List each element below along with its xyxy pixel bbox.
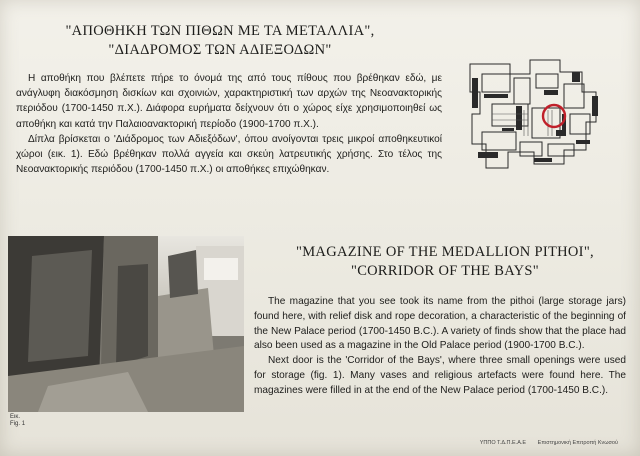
figure-number: 1 xyxy=(21,421,26,427)
greek-title-line-1: "ΑΠΟΘΗΚΗ ΤΩΝ ΠΙΘΩΝ ΜΕ ΤΑ ΜΕΤΑΛΛΙΑ", xyxy=(65,23,375,39)
english-text xyxy=(254,295,626,399)
greek-paragraph-2: Δίπλα βρίσκεται ο 'Διάδρομος των Αδιεξόδων', όπου ανοίγονται τρεις μικροί αποθηκευτικοί χώροι (εικ. 1). Εδώ βρέθηκαν πολλά αγγεία και σκεύη λατρευτικής χρήσης. Στο τέλος της Νεοανακτορικής περιόδου (1700-1450 π.Χ.) οι αποθήκες επιχώθηκαν. xyxy=(16,133,442,176)
greek-text xyxy=(16,71,442,177)
greek-paragraph-1: Η αποθήκη που βλέπετε πήρε το όνομά της από τους πίθους που βρέθηκαν εδώ, με ανάγλυφη διακόσμηση δισκίων και σχοινιών, χαρακτηριστική των αρχών της Νεοανακτορικής περιόδου (1700-1450 π.Χ.). Διάφορα ευρήματα δείχνουν ότι ο χώρος είχε χρησιμοποιηθεί ως αποθήκη και κατά την Παλαιοανακτορική περίοδο (1900-1700 π.Χ.). xyxy=(16,73,442,130)
corridor-photo-image xyxy=(8,236,244,412)
footer-committee: Επιστημονική Επιτροπή Κνωσού xyxy=(537,440,618,446)
english-title-line-1: "MAGAZINE OF THE MEDALLION PITHOI", xyxy=(296,244,594,260)
greek-title-line-2: "ΔΙΑΔΡΟΜΟΣ ΤΩΝ ΑΔΙΕΞΟΔΩΝ" xyxy=(108,42,332,58)
figure-label xyxy=(10,414,25,428)
english-title xyxy=(280,243,610,281)
english-paragraph-2: Next door is the 'Corridor of the Bays', where three small openings were used for storage (fig. 1). Many vases and religious artefacts were found here. The magazines were filled in at the end of the New Palace period (1700-1450 B.C.). xyxy=(254,355,626,396)
site-plan-image xyxy=(452,44,622,182)
greek-title xyxy=(40,22,400,60)
english-paragraph-1: The magazine that you see took its name from the pithoi (large storage jars) found here, with relief disk and rope decoration, a characteristic of the beginning of the New Palace period (1700-1450 B.C.). A variety of finds show that the place had also been used as a magazine in the Old Palace period (1900-1700 B.C.). xyxy=(254,296,626,352)
english-title-line-2: "CORRIDOR OF THE BAYS" xyxy=(350,263,540,279)
footer-ministry: ΥΠΠΟ Τ.Δ.Π.Ε.Α.Ε xyxy=(479,440,527,446)
figure-label-gr: Εικ. xyxy=(10,414,21,420)
footer-credits xyxy=(470,440,618,446)
figure-label-en: Fig. xyxy=(10,421,21,427)
